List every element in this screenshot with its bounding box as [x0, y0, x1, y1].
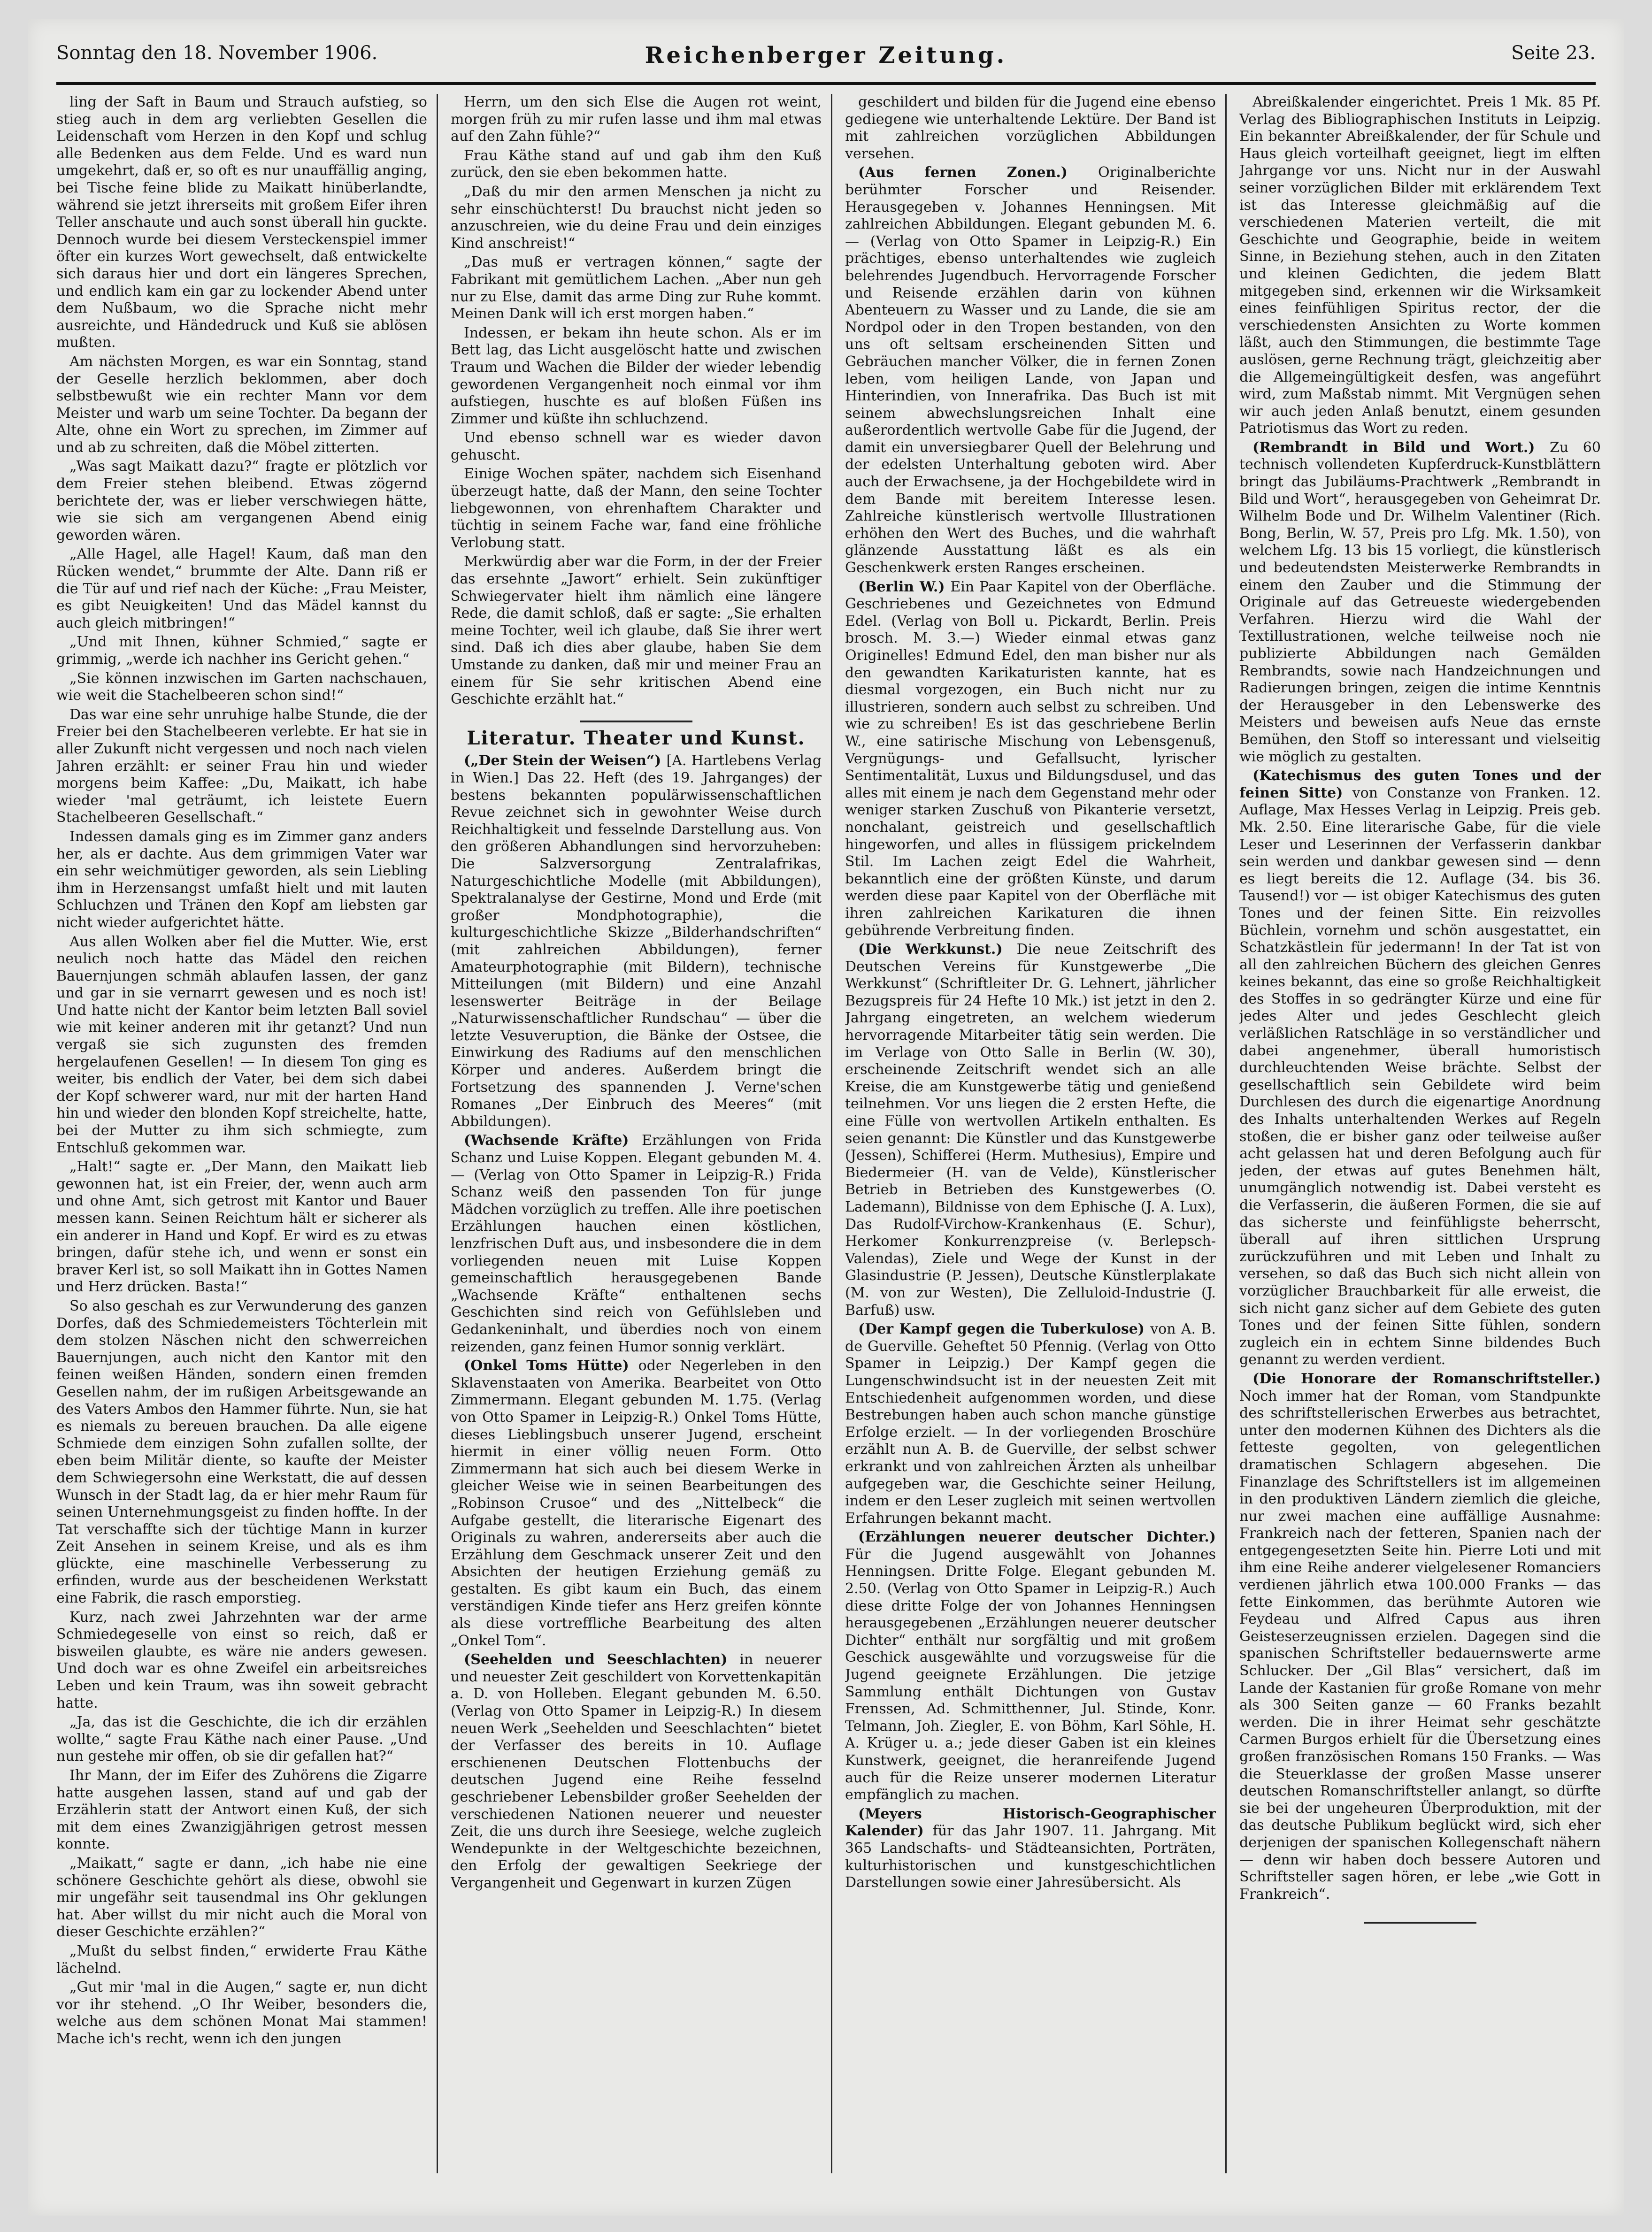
- page-header: [56, 42, 1596, 70]
- review-paragraph: [451, 752, 822, 1130]
- header-date: Sonntag den 18. November 1906.: [56, 42, 378, 64]
- story-paragraph: „Und mit Ihnen, kühner Schmied,“ sagte er grimmig, „werde ich nachher ins Gericht gehen.“: [56, 634, 427, 667]
- review-paragraph: [845, 1321, 1216, 1527]
- story-paragraph: „Daß du mir den armen Menschen ja nicht zu sehr einschüchterst! Du brauchst nicht jeden so anzuschreien, wie du deine Frau und dein einziges Kind anschreist!“: [451, 183, 822, 252]
- review-title: (Die Werkkunst.): [858, 941, 1017, 958]
- column-2: [451, 94, 822, 2173]
- story-paragraph: „Sie können inzwischen im Garten nachschauen, wie weit die Stachelbeeren schon sind!“: [56, 670, 427, 704]
- story-paragraph: Frau Käthe stand auf und gab ihm den Kuß zurück, den sie eben bekommen hatte.: [451, 147, 822, 181]
- review-text: in neuerer und neuester Zeit geschildert von Korvettenkapitän a. D. von Holleben. Elegant gebunden M. 6.50. (Verlag von Otto Spamer in Leipzig-R.) In diesem neuen Werk „Seehelden und Seeschlachten“ bietet der Verfasser des bereits in 10. Auflage erschienenen Deutschen Flottenbuchs der deutschen Jugend eine Reihe fesselnd geschriebener Lebensbilder großer Seehelden der verschiedenen Nationen neuerer und neuester Zeit, die uns durch ihre Seesiege, welche zugleich Wendepunkte in der Weltgeschichte bezeichnen, den Erfolg der gewaltigen Seekriege der Vergangenheit und Gegenwart in kurzen Zügen: [451, 1651, 822, 1891]
- section-heading: Literatur. Theater und Kunst.: [467, 727, 806, 749]
- story-paragraph: Merkwürdig aber war die Form, in der der Freier das ersehnte „Jawort“ erhielt. Sein zukünftiger Schwiegervater hielt ihm nämlich eine längere Rede, die damit schloß, daß er sagte: „Sie erhalten meine Tochter, weil ich glaube, daß Sie ihrer wert sind. Daß ich dies aber glaube, haben Sie dem Umstande zu danken, daß mir und meiner Frau an einem für Sie sehr kritischen Abend eine Geschichte erzählt hat.“: [451, 553, 822, 708]
- review-paragraph: [845, 1806, 1216, 1892]
- column-divider: [437, 94, 438, 2173]
- review-paragraph: [845, 941, 1216, 1319]
- story-paragraph: Kurz, nach zwei Jahrzehnten war der arme Schmiedegeselle von einst so reich, daß er bisweilen glaubte, es wäre nie anders gewesen. Und doch war es ohne Zweifel ein arbeitsreiches Leben und kein Traum, was ihn soweit gebracht hatte.: [56, 1609, 427, 1711]
- review-text: Für die Jugend ausgewählt von Johannes Henningsen. Dritte Folge. Elegant gebunden M. 2.50. (Verlag von Otto Spamer in Leipzig-R.) Auch diese dritte Folge der von Johannes Henningsen herausgegebenen „Erzählungen neuerer deutscher Dichter“ enthält nur sorgfältig und mit großem Geschick ausgewählte und vorzugsweise für die Jugend geeignete Erzählungen. Die jetzige Sammlung enthält Dichtungen von Gustav Frenssen, Ad. Schmitthenner, Jul. Stinde, Konr. Telmann, Joh. Ziegler, E. von Böhm, Karl Söhle, H. A. Krüger u. a.; jede dieser Gaben ist ein kleines Kunstwerk, geeignet, die heranreifende Jugend auch für die Reize unserer modernen Literatur empfänglich zu machen.: [845, 1546, 1216, 1803]
- review-paragraph: [845, 579, 1216, 939]
- story-paragraph: ling der Saft in Baum und Strauch aufstieg, so stieg auch in dem arg verliebten Gesellen die Leidenschaft vom Herzen in den Kopf und schlug alle Bedenken aus dem Felde. Und es ward nun umgekehrt, daß er, so oft es nur unauffällig anging, bei Tische feine blide zu Maikatt hinüberlandte, während sie jetzt ihrerseits mit großem Eifer ihren Teller anschaute und auch sonst überall hin guckte. Dennoch wurde bei diesem Versteckenspiel immer öfter ein kurzes Wort gewechselt, daß entwickelte sich daraus hier und dort ein längeres Sprechen, und endlich kam ein gar zu lockender Abend unter dem Nußbaum, wo die Sprache nicht mehr ausreichte, und Händedruck und Kuß sie ablösen mußten.: [56, 94, 427, 351]
- story-paragraph: Und ebenso schnell war es wieder davon gehuscht.: [451, 430, 822, 463]
- review-title: (Erzählungen neuerer deutscher Dichter.): [858, 1529, 1216, 1546]
- review-text: Erzählungen von Frida Schanz und Luise Koppen. Elegant gebunden M. 4.— (Verlag von Otto Spamer in Leipzig-R.) Frida Schanz weiß den passenden Ton für junge Mädchen vorzüglich zu treffen. Alle ihre poetischen Erzählungen hauchen einen köstlichen, lenzfrischen Duft aus, und insbesondere die in dem vorliegenden neuen mit Luise Koppen gemeinschaftlich herausgegebenen Bande „Wachsende Kräfte“ enthaltenen sechs Geschichten sind reich von Gefühlsleben und Gedankeninhalt, und überdies noch von einem reizenden, ganz feinen Humor sonnig verklärt.: [451, 1132, 822, 1355]
- story-paragraph: „Halt!“ sagte er. „Der Mann, den Maikatt lieb gewonnen hat, ist ein Freier, der, wenn auch arm und ohne Amt, sich getrost mit Kantor und Bauer messen kann. Seinen Reichtum hält er sicherer als ein anderer in Hand und Kopf. Er wird es zu etwas bringen, dafür stehe ich, und wenn er sonst ein braver Kerl ist, so soll Maikatt ihn in Gottes Namen und Herz drücken. Basta!“: [56, 1158, 427, 1296]
- review-title: (Katechismus des guten Tones und der feinen Sitte): [1239, 767, 1601, 801]
- header-rule: [56, 82, 1596, 85]
- story-paragraph: Indessen damals ging es im Zimmer ganz anders her, als er dachte. Aus dem grimmigen Vater war ein sehr weichmütiger geworden, als sein Liebling ihm in Herzensangst umfaßt hielt und mit lauten Schluchzen und Tränen den Kopf am liebsten gar nicht wieder aufgerichtet hätte.: [56, 828, 427, 931]
- story-paragraph: „Ja, das ist die Geschichte, die ich dir erzählen wollte,“ sagte Frau Käthe nach einer Pause. „Und nun gestehe mir offen, ob sie dir gefallen hat?“: [56, 1714, 427, 1765]
- column-4: [1239, 94, 1601, 2173]
- review-text: von Constanze von Franken. 12. Auflage, Max Hesses Verlag in Leipzig. Preis geb. Mk. 2.50. Eine literarische Gabe, für die viele Leser und Leserinnen der Verfasserin dankbar sein werden und dankbar gewesen sind — denn es liegt bereits die 12. Auflage (34. bis 36. Tausend!) vor — ist obiger Katechismus des guten Tones und der feinen Sitte. Ein reizvolles Büchlein, vornehm und schön ausgestattet, ein Schatzkästlein für jedermann! In der Tat ist von all den zahlreichen Büchern des gleichen Genres keines bekannt, das eine so große Reichhaltigkeit des Stoffes in so gedrängter Kürze und eine für jedes Alter und jedes Geschlecht gleich verläßlichen Ratschläge in so verständlicher und dabei angenehmer, überall humoristisch durchleuchtenden Weise brächte. Selbst der gesellschaftlich sein Gebildete wird beim Durchlesen des durch die eigenartige Anordnung des Inhalts unterhaltenden Werkes auf Regeln stoßen, die er bisher ganz oder teilweise außer acht gelassen hat und deren Befolgung auch für jeden, der etwas auf gutes Benehmen hält, unumgänglich notwendig ist. Dabei versteht es die Verfasserin, die äußeren Formen, die sie auf das sicherste und feinfühligste beherrscht, überall auf ihren sittlichen Ursprung zurückzuführen und mit Leben und Inhalt zu versehen, so daß das Buch sich nicht allein von vorzüglicher Brauchbarkeit für alle erweist, die sich nicht ganz sicher auf dem Gebiete des guten Tones und der feinen Sitte fühlen, sondern zugleich ein in echtem Sinne bildendes Buch genannt zu werden verdient.: [1239, 784, 1601, 1368]
- story-paragraph: „Mußt du selbst finden,“ erwiderte Frau Käthe lächelnd.: [56, 1942, 427, 1977]
- review-text: Originalberichte berühmter Forscher und Reisender. Herausgegeben v. Johannes Henningsen. Mit zahlreichen Abbildungen. Elegant gebunden M. 6.— (Verlag von Otto Spamer in Leipzig-R.) Ein prächtiges, ebenso unterhaltendes wie zugleich belehrendes Jugendbuch. Hervorragende Forscher und Reisende erzählen darin von kühnen Abenteuern zu Wasser und zu Lande, die sie am Nordpol oder in den Tropen bestanden, von den uns oft seltsam erscheinenden Sitten und Gebräuchen mancher Völker, die in fernen Zonen leben, vom heiligen Lande, von Japan und Hinterindien, von Innerafrika. Das Buch ist mit seinem abwechslungsreichen Inhalt eine außerordentlich wertvolle Gabe für die Jugend, der damit ein unversiegbarer Quell der Belehrung und der edelsten Unterhaltung geboten wird. Aber auch der Erwachsene, ja der Hochgebildete wird in dem Bande mit bereitem Interesse lesen. Zahlreiche künstlerisch wertvolle Illustrationen erhöhen den Wert des Buches, und die wahrhaft glänzende Ausstattung läßt es als ein Geschenkwerk ersten Ranges erscheinen.: [845, 164, 1216, 576]
- review-title: (Wachsende Kräfte): [464, 1132, 642, 1149]
- story-paragraph: „Gut mir 'mal in die Augen,“ sagte er, nun dicht vor ihr stehend. „O Ihr Weiber, besonders die, welche aus dem schönen Monat Mai stammen! Mache ich's recht, wenn ich den jungen: [56, 1979, 427, 2047]
- review-text: Zu 60 technisch vollendeten Kupferdruck-Kunstblättern bringt das Jubiläums-Prachtwerk „Rembrandt in Bild und Wort“, herausgegeben von Geheimrat Dr. Wilhelm Bode und Dr. Wilhelm Valentiner (Rich. Bong, Berlin, W. 57, Preis pro Lfg. Mk. 1.50), von welchem Lfg. 13 bis 15 vorliegt, die künstlerisch und bedeutendsten Meisterwerke Rembrandts in einem den Zauber und die Stimmung der Originale auf das Getreueste wiedergebenden Verfahren. Hierzu wird die Wahl der Textillustrationen, welche teilweise noch nie publizierte Abbildungen nach Gemälden Rembrandts, sowie nach Handzeichnungen und Radierungen bringen, zeigen die intime Kenntnis der Herausgeber in den Lebenswerke des Meisters und beweisen aufs Neue das ernste Bemühen, den Stoff so interessant und vielseitig wie möglich zu gestalten.: [1239, 439, 1601, 765]
- story-paragraph: Einige Wochen später, nachdem sich Eisenhand überzeugt hatte, daß der Mann, den seine Tochter liebgewonnen, von ehrenhaftem Charakter und tüchtig in seinem Fache war, fand eine fröhliche Verlobung statt.: [451, 466, 822, 551]
- column-3: [845, 94, 1216, 2173]
- column-1: [56, 94, 427, 2173]
- story-paragraph: Am nächsten Morgen, es war ein Sonntag, stand der Geselle herzlich beklommen, aber doch selbstbewußt wie ein rechter Mann vor dem Meister und warb um seine Tochter. Da begann der Alte, ohne ein Wort zu sprechen, im Zimmer auf und ab zu schreiten, daß die Möbel zitterten.: [56, 353, 427, 456]
- review-text: geschildert und bilden für die Jugend eine ebenso gediegene wie unterhaltende Lektüre. Der Band ist mit zahlreichen vorzüglichen Abbildungen versehen.: [845, 94, 1216, 162]
- review-title: („Der Stein der Weisen“): [464, 752, 667, 769]
- review-title: (Seehelden und Seeschlachten): [464, 1651, 740, 1668]
- review-text: Ein Paar Kapitel von der Oberfläche. Geschriebenes und Gezeichnetes von Edmund Edel. (Verlag von Boll u. Pickardt, Berlin. Preis brosch. M. 3.—) Wieder einmal etwas ganz Originelles! Edmund Edel, den man bisher nur als den gewandten Karikaturisten kannte, hat es diesmal vorgezogen, ein Buch nicht nur zu illustrieren, sondern auch selbst zu schreiben. Und wie zu schreiben! Es ist das geschriebene Berlin W., eine satirische Mischung von Lebensgenuß, Vergnügungs- und Gefallsucht, lyrischer Sentimentalität, Luxus und Bildungsdusel, und das alles mit einem je nach dem Gegenstand mehr oder weniger starken Zuschuß von Pikanterie versetzt, nonchalant, geistreich und gesellschaftlich hingeworfen, und alles in flüssigem prickelndem Stil. Im Lachen zeigt Edel die Wahrheit, bekanntlich eine der größten Künste, und darum werden diese paar Kapitel von der Oberfläche mit ihren zahlreichen Karikaturen die ihnen gebührende Verbreitung finden.: [845, 578, 1216, 939]
- review-text: Noch immer hat der Roman, vom Standpunkte des schriftstellerischen Erwerbes aus betrachtet, unter den modernen Kühnen des Dichters als die fetteste gegolten, von gelegentlichen dramatischen Schlagern abgesehen. Die Finanzlage des Schriftstellers ist im allgemeinen in den produktiven Ländern ziemlich die gleiche, nur zwei machen eine auffällige Ausnahme: Frankreich nach der fetteren, Spanien nach der entgegengesetzten Seite hin. Pierre Loti und mit ihm eine Reihe anderer vielgelesener Romanciers verdienen jährlich etwa 100.000 Franks — das fette Einkommen, das berühmte Autoren wie Feydeau und Alfred Capus aus ihren Geisteserzeugnissen erzielen. Dagegen sind die spanischen Schriftsteller bedauernswerte arme Schlucker. Der „Gil Blas“ versichert, daß im Lande der Kastanien für große Romane von mehr als 300 Seiten ganze — 60 Franks bezahlt werden. Die in ihrer Heimat sehr geschätzte Carmen Burgos erhielt für die Übersetzung eines großen französischen Romans 150 Franks. — Was die Steuerklasse der großen Masse unserer deutschen Romanschriftsteller anlangt, so dürfte sie bei der ungeheuren Überproduktion, mit der das deutsche Publikum beglückt wird, sich eher derjenigen der spanischen Kollegenschaft nähern — denn wir haben doch bessere Autoren und Schriftsteller sagen hören, er lebe „wie Gott in Frankreich“.: [1239, 1388, 1601, 1902]
- review-title: (Der Kampf gegen die Tuberkulose): [858, 1321, 1151, 1338]
- column-divider: [1225, 94, 1227, 2173]
- review-title: (Berlin W.): [858, 578, 951, 595]
- story-paragraph: Herrn, um den sich Else die Augen rot weint, morgen früh zu mir rufen lasse und ihm mal etwas auf den Zahn fühle?“: [451, 94, 822, 145]
- column-divider: [831, 94, 832, 2173]
- masthead-title: Reichenberger Zeitung.: [645, 42, 1007, 69]
- review-title: (Onkel Toms Hütte): [464, 1358, 638, 1374]
- review-list: [451, 752, 822, 1892]
- review-text: Abreißkalender eingerichtet. Preis 1 Mk. 85 Pf. Verlag des Bibliographischen Instituts in Leipzig. Ein bekannter Abreißkalender, der für Schule und Haus gleich vorteilhaft geeignet, liegt im elften Jahrgange vor uns. Nicht nur in der Auswahl seiner vorzüglichen Bilder mit erklärendem Text ist das Interesse gleichmäßig auf die verschiedenen Materien verteilt, die mit Geschichte und Geographie, beide in weitem Sinne, in Beziehung stehen, auch in den Zitaten und kleinen Gedichten, die jedem Blatt mitgegeben sind, erkennen wir die Wirksamkeit eines feinfühligen Spiritus rector, der die verschiedensten Ansichten zu Worte kommen läßt, auch den Stimmungen, die bestimmte Tage auslösen, gerne Rechnung trägt, gleichzeitig aber die Allgemeingültigkeit desfen, was angeführt wird, zum Maßstab nimmt. Mit Vergnügen sehen wir auch jeden Anlaß benutzt, einem gesunden Patriotismus das Wort zu reden.: [1239, 94, 1601, 437]
- review-paragraph: [1239, 1371, 1601, 1903]
- review-title: (Aus fernen Zonen.): [858, 164, 1099, 181]
- review-paragraph: [845, 94, 1216, 162]
- review-paragraph: [1239, 94, 1601, 437]
- review-title: (Meyers Historisch-Geographischer Kalender): [845, 1805, 1216, 1840]
- story-paragraph: Indessen, er bekam ihn heute schon. Als er im Bett lag, das Licht ausgelöscht hatte und zwischen Traum und Wachen die Bilder der wieder lebendig gewordenen Vergangenheit noch einmal vor ihm aufstiegen, huschte es auf bloßen Füßen ins Zimmer und küßte ihn schluchzend.: [451, 324, 822, 427]
- story-paragraph: So also geschah es zur Verwunderung des ganzen Dorfes, daß des Schmiedemeisters Töchterlein mit dem stolzen Näschen nicht den schwerreichen Bauernjungen, auch nicht den Kantor mit den feinen weißen Händen, sondern einen fremden Gesellen nahm, der im rußigen Arbeitsgewande an des Vaters Ambos den Hammer führte. Nun, sie hat es niemals zu bereuen brauchen. Da alle eigene Schmiede dem einzigen Sohn zufallen sollte, der eben beim Militär diente, so kaufte der Meister dem Schwiegersohn eine Werkstatt, die auf dessen Wunsch in der Stadt lag, da er hier mehr Raum für seinen Unternehmungsgeist zu finden hoffte. In der Tat verschaffte sich der tüchtige Mann in kurzer Zeit Ansehen in seinem Kreise, und als es ihm glückte, eine maschinelle Verbesserung zu erfinden, wurde aus der bescheidenen Werkstatt eine Fabrik, die rasch emporstieg.: [56, 1297, 427, 1607]
- review-text: [A. Hartlebens Verlag in Wien.] Das 22. Heft (des 19. Jahrganges) der bestens bekannten populärwissenschaftlichen Revue zeichnet sich in gewohnter Weise durch Reichhaltigkeit und fesselnde Darstellung aus. Von den größeren Abhandlungen sind hervorzuheben: Die Salzversorgung Zentralafrikas, Naturgeschichtliche Modelle (mit Abbildungen), Spektralanalyse der Gestirne, Mond und Erde (mit großer Mondphotographie), die kulturgeschichtliche Skizze „Bilderhandschriften“ (mit zahlreichen Abbildungen), ferner Amateurphotographie (mit Bildern), technische Mitteilungen (mit Bildern) und eine Anzahl lesenswerter Beiträge in der Beilage „Naturwissenschaftlicher Rundschau“ — über die letzte Vesuveruption, die Bänke der Ostsee, die Einwirkung des Radiums auf den menschlichen Körper und anderes. Außerdem bringt die Fortsetzung des spannenden J. Verne'schen Romanes „Der Einbruch des Meeres“ (mit Abbildungen).: [451, 752, 822, 1130]
- review-text: Die neue Zeitschrift des Deutschen Vereins für Kunstgewerbe „Die Werkkunst“ (Schriftleiter Dr. G. Lehnert, jährlicher Bezugspreis für 24 Hefte 10 Mk.) ist jetzt in den 2. Jahrgang eingetreten, an welchem wiederum hervorragende Mitarbeiter tätig sein werden. Die im Verlage von Otto Salle in Berlin (W. 30), erscheinende Zeitschrift wendet sich an alle Kreise, die am Kunstgewerbe tätig und genießend teilnehmen. Vor uns liegen die 2 ersten Hefte, die eine Fülle von wertvollen Artikeln enthalten. Es seien genannt: Die Künstler und das Kunstgewerbe (Jessen), Schifferei (Herm. Muthesius), Empire und Biedermeier (H. van de Velde), Künstlerischer Betrieb in Betrieben des Kunstgewerbes (O. Lademann), Bildnisse von dem Ephische (J. A. Lux), Das Rudolf-Virchow-Krankenhaus (E. Schur), Herkomer Konkurrenzpreise (v. Berlepsch-Valendas), Ziele und Wege der Kunst in der Glasindustrie (P. Jessen), Deutsche Künstlerplakate (M. von zur Westen), Die Zelluloid-Industrie (J. Barfuß) usw.: [845, 941, 1216, 1319]
- story-paragraph: „Maikatt,“ sagte er dann, „ich habe nie eine schönere Geschichte gehört als diese, obwohl sie mir ungefähr seit tausendmal ins Ohr geklungen hat. Aber willst du mir nicht auch die Moral von dieser Geschichte erzählen?“: [56, 1855, 427, 1941]
- page-number: Seite 23.: [1511, 42, 1596, 64]
- story-paragraph: „Alle Hagel, alle Hagel! Kaum, daß man den Rücken wendet,“ brummte der Alte. Dann riß er die Tür auf und rief nach der Küche: „Frau Meister, es gibt Neuigkeiten! Und das Mädel kannst du auch gleich mitbringen!“: [56, 546, 427, 631]
- story-paragraph: „Was sagt Maikatt dazu?“ fragte er plötzlich vor dem Freier stehen bleibend. Etwas zögernd berichtete der, was er lieber verschwiegen hätte, wie sie sich am vergangenen Abend einig geworden wären.: [56, 458, 427, 544]
- story-paragraph: „Das muß er vertragen können,“ sagte der Fabrikant mit gemütlichem Lachen. „Aber nun geh nur zu Else, damit das arme Ding zur Ruhe kommt. Meinen Dank will ich erst morgen haben.“: [451, 254, 822, 322]
- review-text: für das Jahr 1907. 11. Jahrgang. Mit 365 Landschafts- und Städteansichten, Porträten, kulturhistorischen und kunstgeschichtlichen Darstellungen sowie einer Jahresübersicht. Als: [845, 1823, 1216, 1891]
- review-paragraph: [451, 1132, 822, 1356]
- review-title: (Rembrandt in Bild und Wort.): [1252, 439, 1550, 456]
- review-paragraph: [1239, 767, 1601, 1369]
- section-divider: [580, 721, 692, 722]
- story-paragraph: Aus allen Wolken aber fiel die Mutter. Wie, erst neulich noch hatte das Mädel den reichen Bauernjungen schmäh ablaufen lassen, der ganz und gar in sie vernarrt gewesen und es noch ist! Und hatte nicht der Kantor beim letzten Ball soviel wie mit keiner anderen mit ihr getanzt? Und nun vergaß sie sich zugunsten des fremden hergelaufenen Gesellen! — In diesem Ton ging es weiter, bis endlich der Vater, bei dem sich dabei der Kopf schwerer ward, nur mit der harten Hand hin und wieder den blonden Kopf streichelte, hatte, bei der Mutter zu ihm sich schmiegte, zum Entschluß gekommen war.: [56, 933, 427, 1156]
- story-continuation: [451, 94, 822, 708]
- review-title: (Die Honorare der Romanschriftsteller.): [1252, 1370, 1601, 1387]
- review-paragraph: [451, 1651, 822, 1892]
- story-paragraph: Ihr Mann, der im Eifer des Zuhörens die Zigarre hatte ausgehen lassen, stand auf und gab der Erzählerin statt der Antwort einen Kuß, der sich mit dem eines Zwanzigjährigen getrost messen konnte.: [56, 1767, 427, 1853]
- review-paragraph: [845, 1529, 1216, 1804]
- end-rule: [1364, 1922, 1476, 1924]
- review-paragraph: [845, 164, 1216, 576]
- review-text: oder Negerleben in den Sklavenstaaten von Amerika. Bearbeitet von Otto Zimmermann. Elegant gebunden M. 1.75. (Verlag von Otto Spamer in Leipzig-R.) Onkel Toms Hütte, dieses Lieblingsbuch unserer Jugend, erscheint hiermit in einer völlig neuen Form. Otto Zimmermann hat sich auch bei diesem Werke in gleicher Weise wie in seinen Bearbeitungen des „Robinson Crusoe“ und des „Nittelbeck“ die Aufgabe gestellt, die literarische Eigenart des Originals zu wahren, andererseits aber auch die Erzählung dem Geschmack unserer Zeit und den Absichten der heutigen Erziehung gemäß zu gestalten. Es gibt kaum ein Buch, das einem verständigen Kinde tiefer ans Herz greifen könnte als diese vortreffliche Bearbeitung des alten „Onkel Tom“.: [451, 1358, 822, 1649]
- story-paragraph: Das war eine sehr unruhige halbe Stunde, die der Freier bei den Stachelbeeren verlebte. Er hat sie in aller Zukunft nicht vergessen und noch nach vielen Jahren erzählt: er seiner Frau hin und wieder morgens beim Kaffee: „Du, Maikatt, ich habe wieder 'mal geträumt, ich leistete Euern Stachelbeeren Gesellschaft.“: [56, 706, 427, 826]
- review-paragraph: [1239, 439, 1601, 766]
- review-text: von A. B. de Guerville. Geheftet 50 Pfennig. (Verlag von Otto Spamer in Leipzig.) Der Kampf gegen die Lungenschwindsucht ist in der neuesten Zeit mit Entschiedenheit aufgenommen worden, und diese Bestrebungen haben auch schon manche günstige Erfolge erzielt. — In der vorliegenden Broschüre erzählt nun A. B. de Guerville, der selbst schwer erkrankt und von zahlreichen Ärzten als unheilbar aufgegeben war, die Geschichte seiner Heilung, indem er den Leser zugleich mit seinen wertvollen Erfahrungen bekannt macht.: [845, 1321, 1216, 1526]
- review-paragraph: [451, 1358, 822, 1649]
